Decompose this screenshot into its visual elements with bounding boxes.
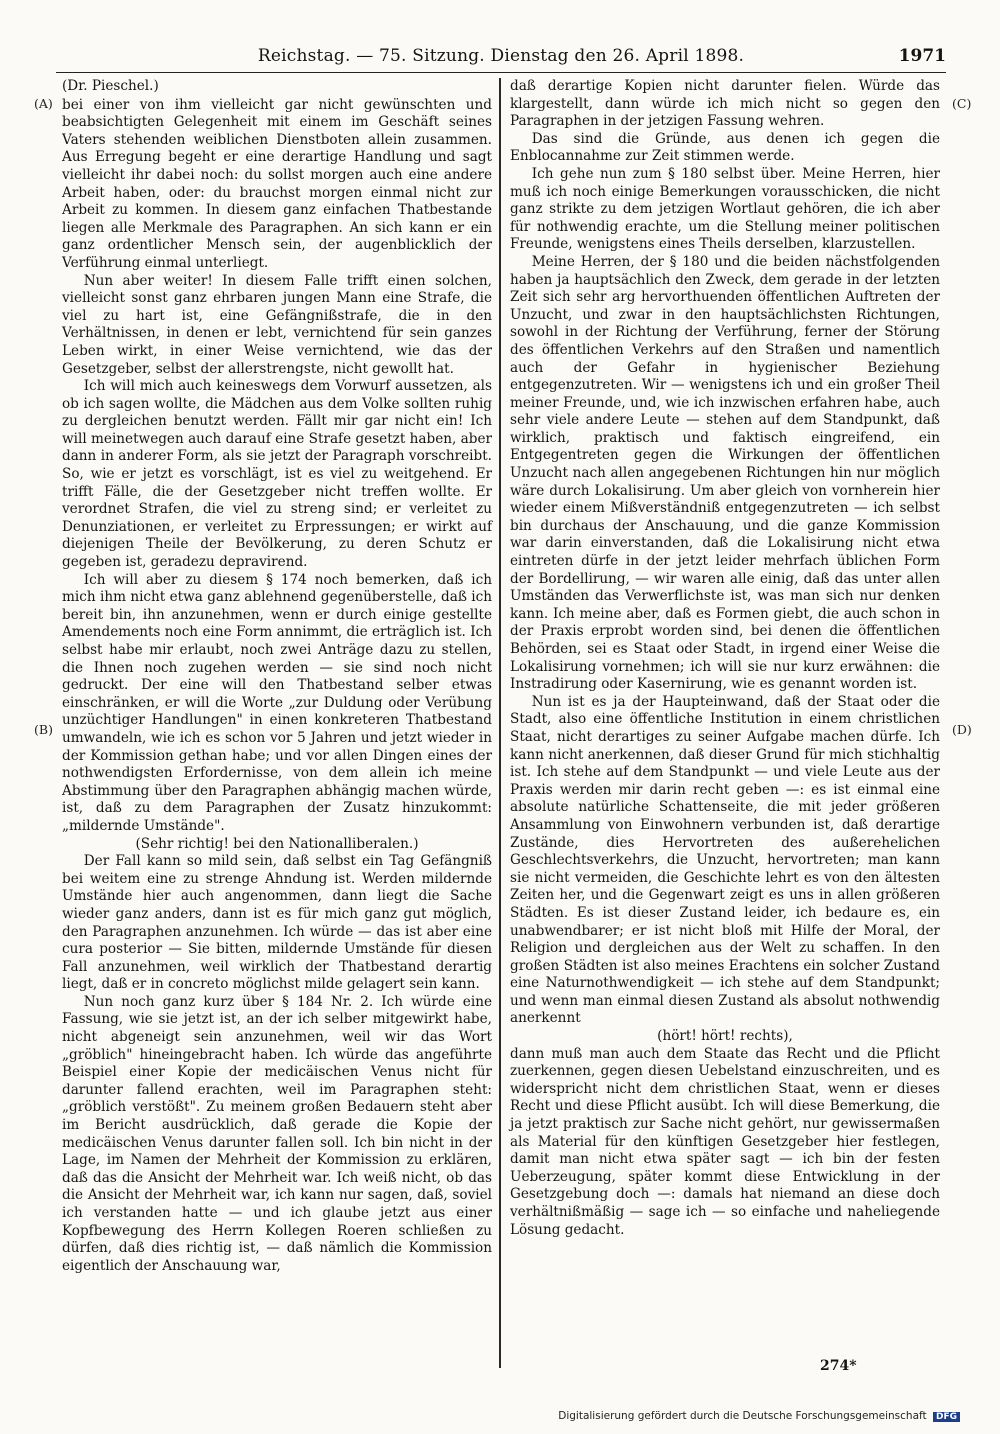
paragraph: bei einer von ihm vielleicht gar nicht gewünschten und beabsichtigten Gelegenheit mit einem im Geschäft seines Vaters stehenden weiblichen Dienstboten allein zusammen. Aus Erregung begeht er eine derartige Handlung und sagt vielleicht ihr dabei noch: du sollst morgen auch eine andere Arbeit haben, oder: du brauchst morgen einmal nicht zur Arbeit zu kommen. In diesem ganz einfachen Thatbestande liegen alle Merkmale des Paragraphen. An sich kann er ein ganz ordentlicher Mensch sein, der augenblicklich der Verführung einmal unterliegt. xyxy=(62,96,492,271)
paragraph: Der Fall kann so mild sein, daß selbst ein Tag Gefängniß bei weitem eine zu strenge Ahndung ist. Werden mildernde Umstände hier auch angenommen, dann liegt die Sache wieder ganz anders, dann ist es für mich ganz gut möglich, den Paragraphen anzunehmen. Ich würde — das ist aber eine cura posterior — Sie bitten, mildernde Umstände für diesen Fall anzunehmen, weil wirklich der Thatbestand derartig liegt, daß er in concreto möglichst milde gelagert sein kann. xyxy=(62,853,492,993)
signature-mark: 274* xyxy=(820,1358,857,1374)
left-column xyxy=(62,78,492,1275)
paragraph: Ich gehe nun zum § 180 selbst über. Meine Herren, hier muß ich noch einige Bemerkungen vorausschicken, die nicht ganz strikte zu dem jetzigen Wortlaut gehören, die ich aber für nothwendig erachte, um die Stellung meiner politischen Freunde, wenigstens eines Theils derselben, klarzustellen. xyxy=(510,165,940,253)
margin-mark-c: (C) xyxy=(952,96,972,111)
margin-mark-b: (B) xyxy=(34,722,53,737)
running-header xyxy=(56,44,946,73)
speaker-name: (Dr. Pieschel.) xyxy=(62,78,159,94)
page-number: 1971 xyxy=(898,46,946,66)
margin-mark-a: (A) xyxy=(34,96,53,111)
interjection: (Sehr richtig! bei den Nationalliberalen.) xyxy=(135,835,419,852)
header-title: Reichstag. — 75. Sitzung. Dienstag den 26. April 1898. xyxy=(257,46,745,66)
paragraph: Meine Herren, der § 180 und die beiden nächstfolgenden haben ja hauptsächlich den Zweck, dem gerade in der letzten Zeit sich sehr arg hervorthuenden öffentlichen Auftreten der Unzucht, und zwar in den hauptsächlichsten Richtungen, sowohl in der Richtung der Verführung, ferner der Störung des öffentlichen Verkehrs auf den Straßen und namentlich auch der Gefahr in hygienischer Beziehung entgegenzutreten. Wir — wenigstens ich und ein großer Theil meiner Freunde, und, wie ich inzwischen erfahren habe, auch sehr viele andere Leute — stehen auf dem Standpunkt, daß wirklich, praktisch und faktisch eingreifend, ein Entgegentreten gegen die Wirkungen der öffentlichen Unzucht nach allen angegebenen Richtungen hin nur möglich wäre durch Lokalisirung. Um aber gleich von vornherein hier wieder einem Mißverständniß entgegenzutreten — ich selbst bin durchaus der Anschauung, und die ganze Kommission war darin einverstanden, daß die Lokalisirung nicht etwa eintreten dürfe in der jetzt leider mehrfach üblichen Form der Bordellirung, — wir waren alle einig, daß das unter allen Umständen das Verwerflichste ist, was man sich nur denken kann. Ich meine aber, daß es Formen giebt, die auch schon in der Praxis erprobt worden sind, bei denen die öffentlichen Behörden, sei es Staat oder Stadt, in irgend einer Weise die Lokalisirung vornehmen; ich will sie nur kurz erwähnen: die Instradirung oder Kasernirung, wie es genannt worden ist. xyxy=(510,253,940,693)
footer-text: Digitalisierung gefördert durch die Deutsche Forschungsgemeinschaft xyxy=(558,1410,927,1422)
paragraph: Ich will aber zu diesem § 174 noch bemerken, daß ich mich ihm nicht etwa ganz ablehnend gegenüberstelle, daß ich bereit bin, ihn anzunehmen, wenn er durch einige gestellte Amendements noch eine Form annimmt, die erträglich ist. Ich selbst habe mir erlaubt, noch zwei Anträge dazu zu stellen, die Ihnen noch zugehen werden — sie sind noch nicht gedruckt. Der eine will den Thatbestand selber etwas einschränken, er will die Worte „zur Duldung oder Verübung unzüchtiger Handlungen" in einen konkreteren Thatbestand umwandeln, wie ich es schon vor 5 Jahren und jetzt wieder in der Kommission gethan habe; und vor allen Dingen eines der nothwendigsten Erfordernisse, von dem allein ich meine Abstimmung über den Paragraphen abhängig machen würde, ist, daß zu dem Paragraphen der Zusatz hinzukommt: „mildernde Umstände". xyxy=(62,571,492,834)
paragraph: Ich will mich auch keineswegs dem Vorwurf aussetzen, als ob ich sagen wollte, die Mädchen aus dem Volke sollten ruhig zu dergleichen benutzt werden. Fällt mir gar nicht ein! Ich will meinetwegen auch darauf eine Strafe gesetzt haben, aber dann in anderer Form, als sie jetzt der Paragraph vorschreibt. So, wie er jetzt es vorschlägt, ist es viel zu weitgehend. Er trifft Fälle, die der Gesetzgeber nicht treffen wollte. Er verordnet Strafen, die viel zu streng sind; er verleitet zu Denunziationen, er verleitet zu Erpressungen; er wirkt auf diejenigen Theile der Bevölkerung, zu deren Schutz er gegeben ist, geradezu depravirend. xyxy=(62,378,492,571)
paragraph: daß derartige Kopien nicht darunter fielen. Würde das klargestellt, dann würde ich mich nicht so gegen den Paragraphen in der jetzigen Fassung wehren. xyxy=(510,78,940,130)
paragraph: dann muß man auch dem Staate das Recht und die Pflicht zuerkennen, gegen diesen Uebelstand einzuschreiten, und es widerspricht nicht dem christlichen Staat, wenn er dieses Recht und diese Pflicht ausübt. Ich will diese Bemerkung, die ja jetzt praktisch zur Sache nicht gehört, nur gewissermaßen als Material für den künftigen Gesetzgeber hier festlegen, damit man nicht etwa später sagt — ich bin der festen Ueberzeugung, später kommt diese Entwicklung in der Gesetzgebung doch —: damals hat niemand an diese doch verhältnißmäßig — sage ich — so einfache und naheliegende Lösung gedacht. xyxy=(510,1045,940,1238)
right-column xyxy=(510,78,940,1239)
interjection: (hört! hört! rechts), xyxy=(657,1028,793,1045)
paragraph: Nun noch ganz kurz über § 184 Nr. 2. Ich würde eine Fassung, wie sie jetzt ist, an der ich selber mitgewirkt habe, nicht abgeneigt sein anzunehmen, weil wir das Wort „gröblich" hineingebracht haben. Ich würde das angeführte Beispiel einer Kopie der medicäischen Venus nicht für darunter fallend erachten, weil im Paragraphen steht: „gröblich verstößt". Zu meinem großen Bedauern steht aber im Bericht ausdrücklich, daß gerade die Kopie der medicäischen Venus darunter fallen soll. Ich bin nicht in der Lage, im Namen der Mehrheit der Kommission zu erklären, daß das die Ansicht der Mehrheit war. Ich weiß nicht, ob das die Ansicht der Mehrheit war, ich kann nur sagen, daß, soviel ich verstanden hatte — und ich glaube jetzt aus einer Kopfbewegung des Herrn Kollegen Roeren schließen zu dürfen, daß dies richtig ist, — daß nämlich die Kommission eigentlich der Anschauung war, xyxy=(62,993,492,1274)
paragraph: Das sind die Gründe, aus denen ich gegen die Enblocannahme zur Zeit stimmen werde. xyxy=(510,130,940,165)
column-divider xyxy=(499,78,501,1368)
footer xyxy=(558,1410,960,1422)
dfg-logo-icon: DFG xyxy=(933,1412,960,1422)
paragraph: Nun ist es ja der Haupteinwand, daß der Staat oder die Stadt, also eine öffentliche Institution in einem christlichen Staat, nicht derartiges zu seiner Aufgabe machen dürfe. Ich kann nicht anerkennen, daß dieser Grund für mich stichhaltig ist. Ich stehe auf dem Standpunkt — und viele Leute aus der Praxis werden mir darin recht geben —: es ist einmal eine absolute natürliche Schattenseite, die mit jeder größeren Ansammlung von Einwohnern verbunden ist, daß derartige Zustände, dies Hervortreten des außerehelichen Geschlechtsverkehrs, die Unzucht, hervortreten; man kann sie nicht vermeiden, die Geschichte lehrt es von den ältesten Zeiten her, und die Gegenwart zeigt es uns in allen größeren Städten. Es ist dieser Zustand leider, ich bedaure es, ein unabwendbarer; er ist nicht bloß mit Hilfe der Moral, der Religion und dergleichen aus der Welt zu schaffen. In den großen Städten ist also meines Erachtens ein solcher Zustand eine Naturnothwendigkeit — ich stehe auf dem Standpunkt; und wenn man einmal diesen Zustand als absolut nothwendig anerkennt xyxy=(510,693,940,1027)
paragraph: Nun aber weiter! In diesem Falle trifft einen solchen, vielleicht sonst ganz ehrbaren jungen Mann eine Strafe, die viel zu hart ist, eine Gefängnißstrafe, die in den Verhältnissen, in denen er lebt, vernichtend für sein ganzes Leben wirkt, in einer Weise vernichtend, wie das der Gesetzgeber, selbst der allerstrengste, nicht gewollt hat. xyxy=(62,272,492,377)
margin-mark-d: (D) xyxy=(952,722,972,737)
